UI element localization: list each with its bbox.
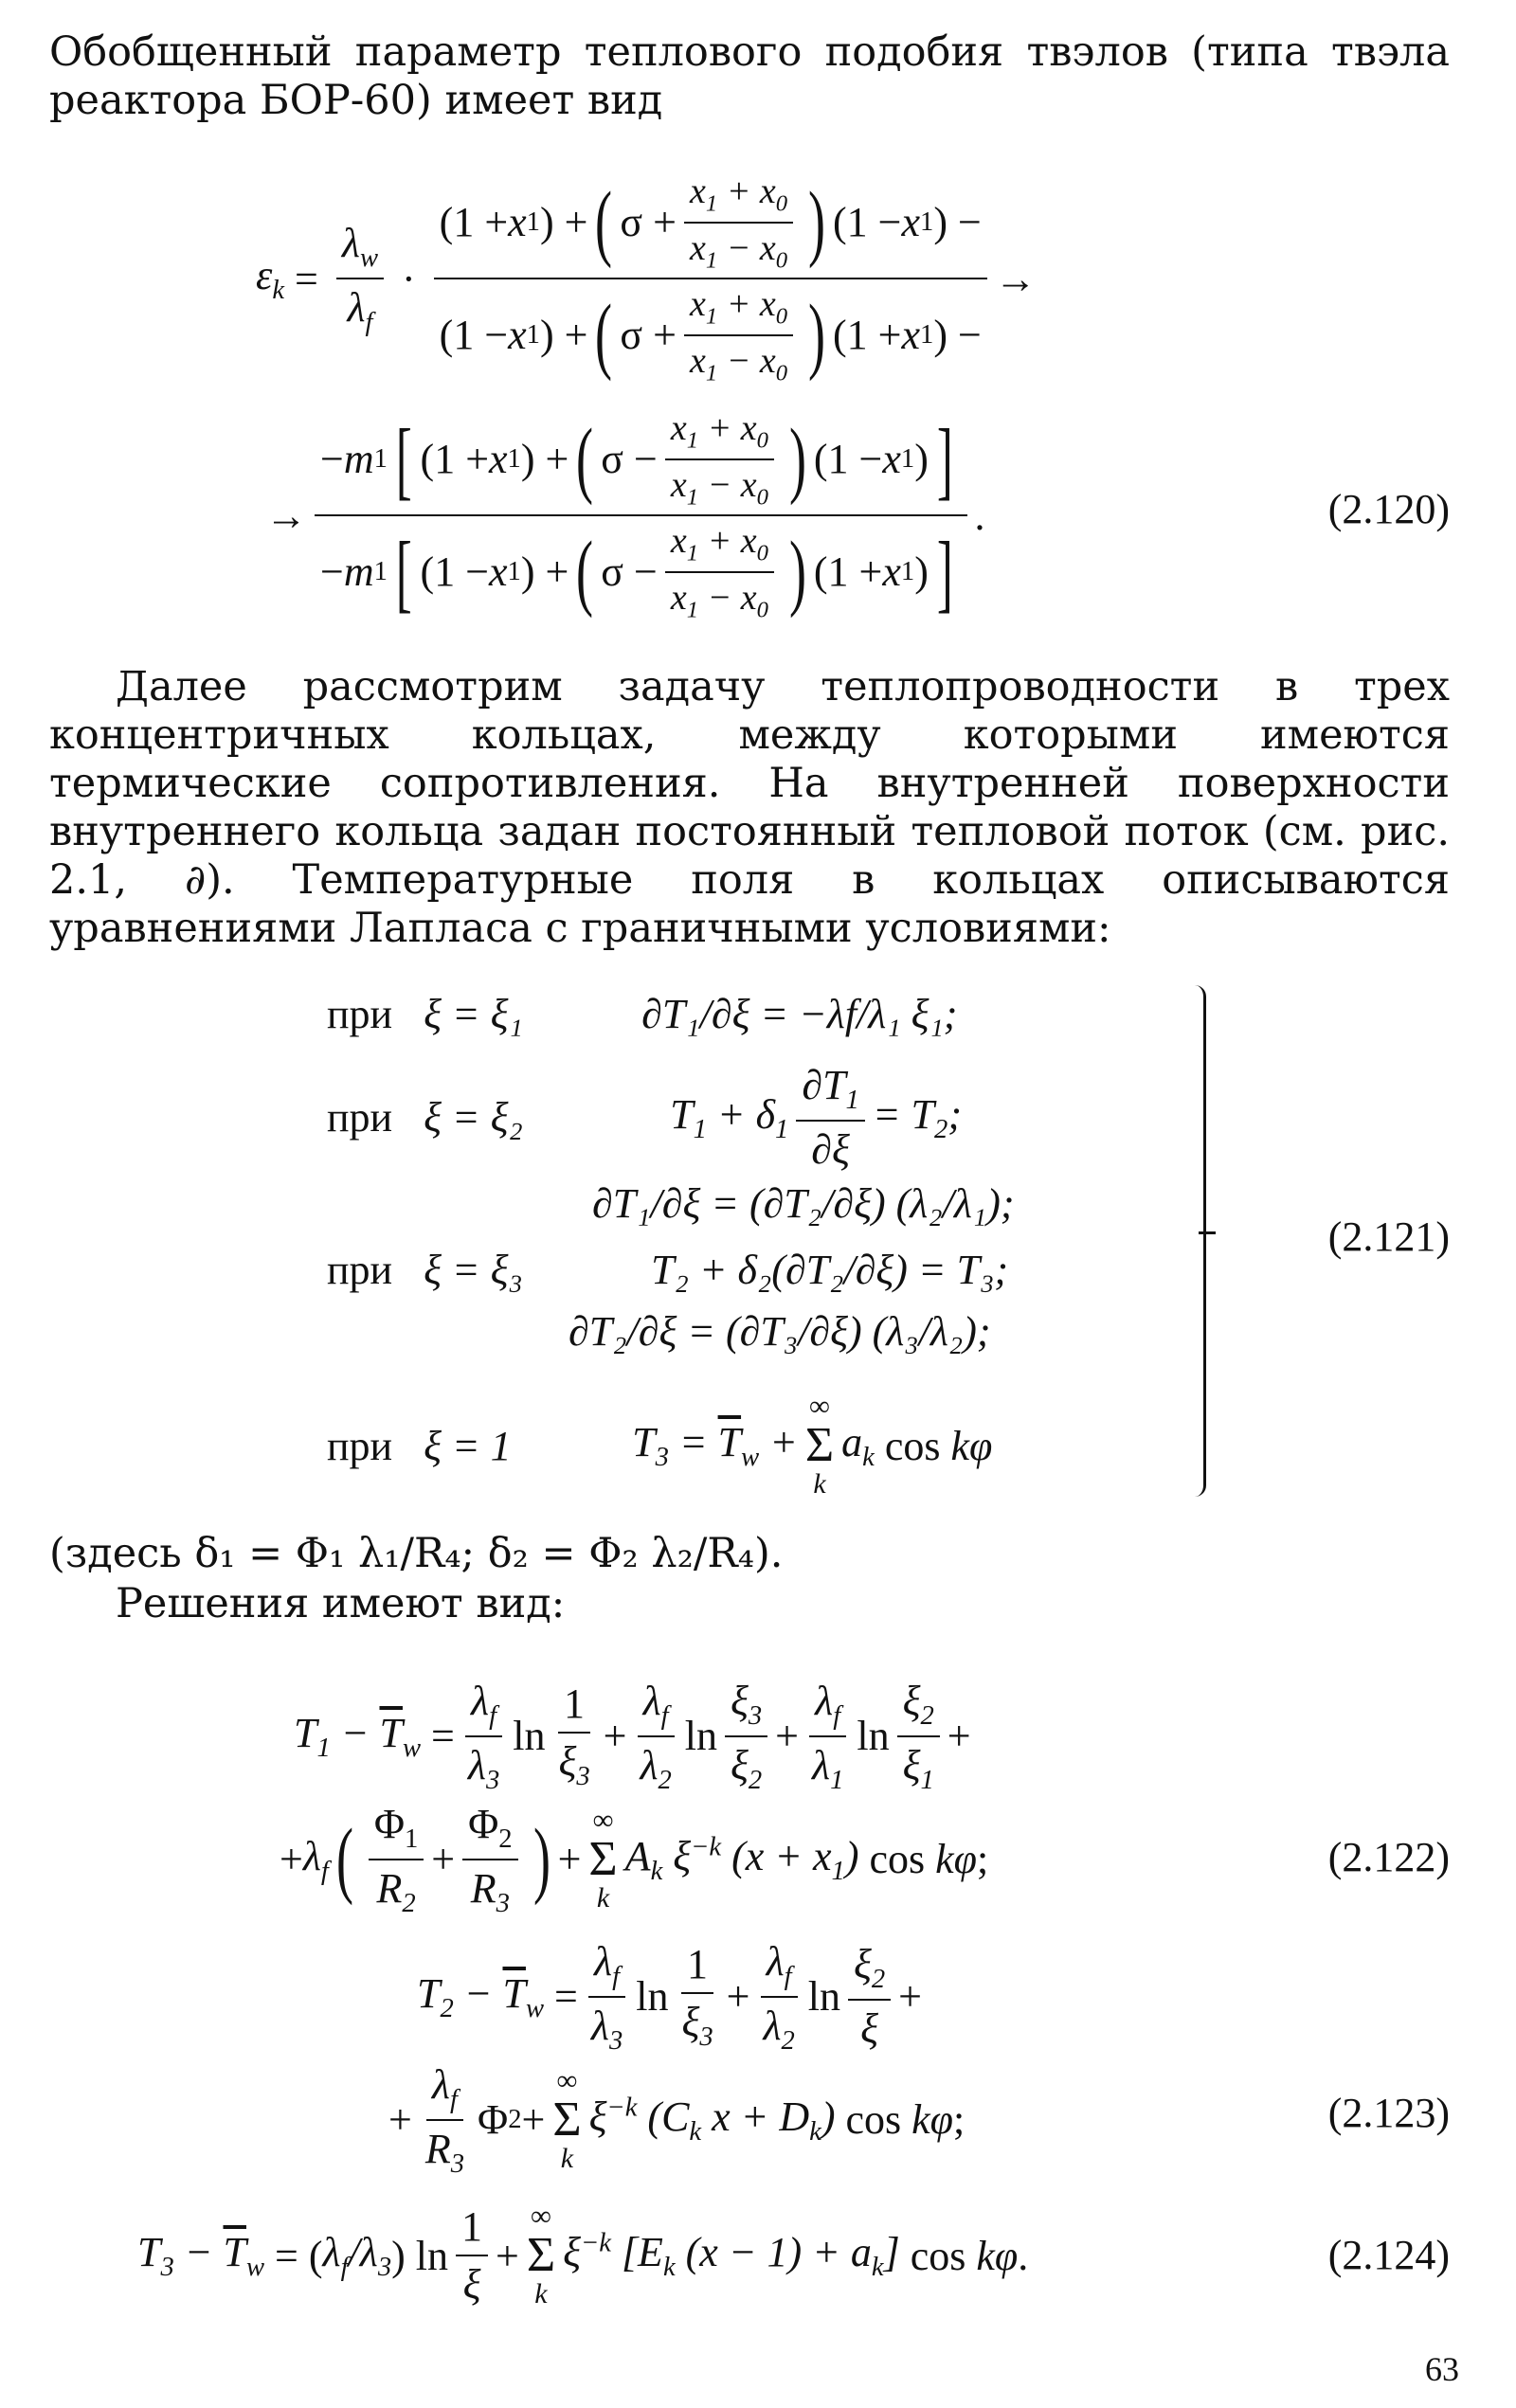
equation-2-123-top: $T_2 - \overline{T}_w$ = $\frac{\lambda_f}{\lambda_3}$ ln $\frac{1}{\xi_3}$ + $\frac{\lambda_f}{\lambda_2}$ ln $\frac{\xi_2}{\xi}$ + (417, 1938, 922, 2056)
paragraph-problem: Далее рассмотрим задачу теплопроводности в трех концентричных кольцах, между которыми имеются термические сопротивления. На внутренней поверхности внутреннего кольца задан постоянный тепловой поток (см. рис. 2.1, ∂). Температурные поля в кольцах описываются уравнениями Лапласа с граничными условиями: (49, 663, 1450, 952)
equation-2-120-top: $\varepsilon_k$ = $\frac{\lambda_w}{\lambda_f}$ · (1 + x 1 ) + ( σ + $\frac{x_1 + x_0}{x_1 - x_0}$ ) (1 − x 1 ) − (1 − x 1 ) + ( σ + $\frac{x_1 + x_0}{x_1 - x_0}$ ) (1 + x 1 ) − → (256, 171, 1037, 386)
equation-2-124: $T_3 - \overline{T}_w$ = ( $\lambda_f/\lambda_3$ ) ln $\frac{1}{\xi}$ + ∞ Σ k $\xi^{-k}$ [$E_k$ $(x - 1) + a_k$] cos kφ . (137, 2201, 1029, 2309)
paragraph-solutions: Решения имеют вид: (116, 1580, 566, 1627)
system-brace (1184, 985, 1206, 1497)
equation-number-2-121: (2.121) (1327, 1213, 1450, 1260)
condition-3: ∂T₁/∂ξ = (∂T₂/∂ξ) (λ₂/λ₁); (592, 1180, 1015, 1227)
equation-2-122-top: $T_1 - \overline{T}_w$ = $\frac{\lambda_f}{\lambda_3}$ ln $\frac{1}{\xi_3}$ + $\frac{\lambda_f}{\lambda_2}$ ln $\frac{\xi_3}{\xi_2}$ + $\frac{\lambda_f}{\lambda_1}$ ln $\frac{\xi_2}{\xi_1}$ + (294, 1678, 971, 1795)
equation-number-2-122: (2.122) (1327, 1834, 1450, 1880)
paragraph-intro: Обобщенный параметр теплового подобия твэлов (типа твэла реактора БОР-60) имеет вид (49, 28, 1450, 124)
condition-4: при ξ = ξ₃ T₂ + δ₂(∂T₂/∂ξ) = T₃; (327, 1247, 1009, 1293)
condition-2: при ξ = ξ₂ $T_1 + \delta_1$ $\frac{\partial T_1}{\partial\xi}$ = $T_2$; (327, 1062, 962, 1173)
equation-2-120-bottom: → − m 1 [ (1 + x 1 ) + ( σ − $\frac{x_1 + x_0}{x_1 - x_0}$ ) (1 − x 1 ) ] − m 1 [ (1 − x 1 ) + ( σ − $\frac{x_1 + x_0}{x_1 - x_0}$ ) (1 + x 1 ) ] . (265, 408, 985, 623)
equation-2-122-bottom: + $\lambda_f$ ( $\frac{\Phi_1}{R_2}$ + $\frac{\Phi_2}{R_3}$ ) + ∞ Σ k $A_k$ $\xi^{-k}$ $(x + x_1)$ cos kφ ; (280, 1801, 989, 1918)
equation-number-2-120: (2.120) (1327, 486, 1450, 532)
system-brace-tip (1199, 1231, 1216, 1234)
condition-5: ∂T₂/∂ξ = (∂T₃/∂ξ) (λ₃/λ₂); (568, 1308, 991, 1355)
equation-number-2-124: (2.124) (1327, 2232, 1450, 2278)
page-number: 63 (1425, 2350, 1459, 2388)
equation-2-123-bottom: + $\frac{\lambda_f}{R_3}$ Φ 2 + ∞ Σ k $\xi^{-k}$ ($C_k$ $x + D_k$) cos kφ ; (388, 2061, 966, 2179)
condition-6: при ξ = 1 $T_3 = \overline{T}_w$ + ∞ Σ k $a_k$ cos kφ (327, 1391, 993, 1500)
paragraph-note: (здесь δ₁ = Φ₁ λ₁/R₄; δ₂ = Φ₂ λ₂/R₄). (49, 1530, 784, 1577)
equation-number-2-123: (2.123) (1327, 2090, 1450, 2136)
condition-1: при ξ = ξ₁ ∂T₁/∂ξ = −λf/λ₁ ξ₁; (327, 991, 958, 1037)
